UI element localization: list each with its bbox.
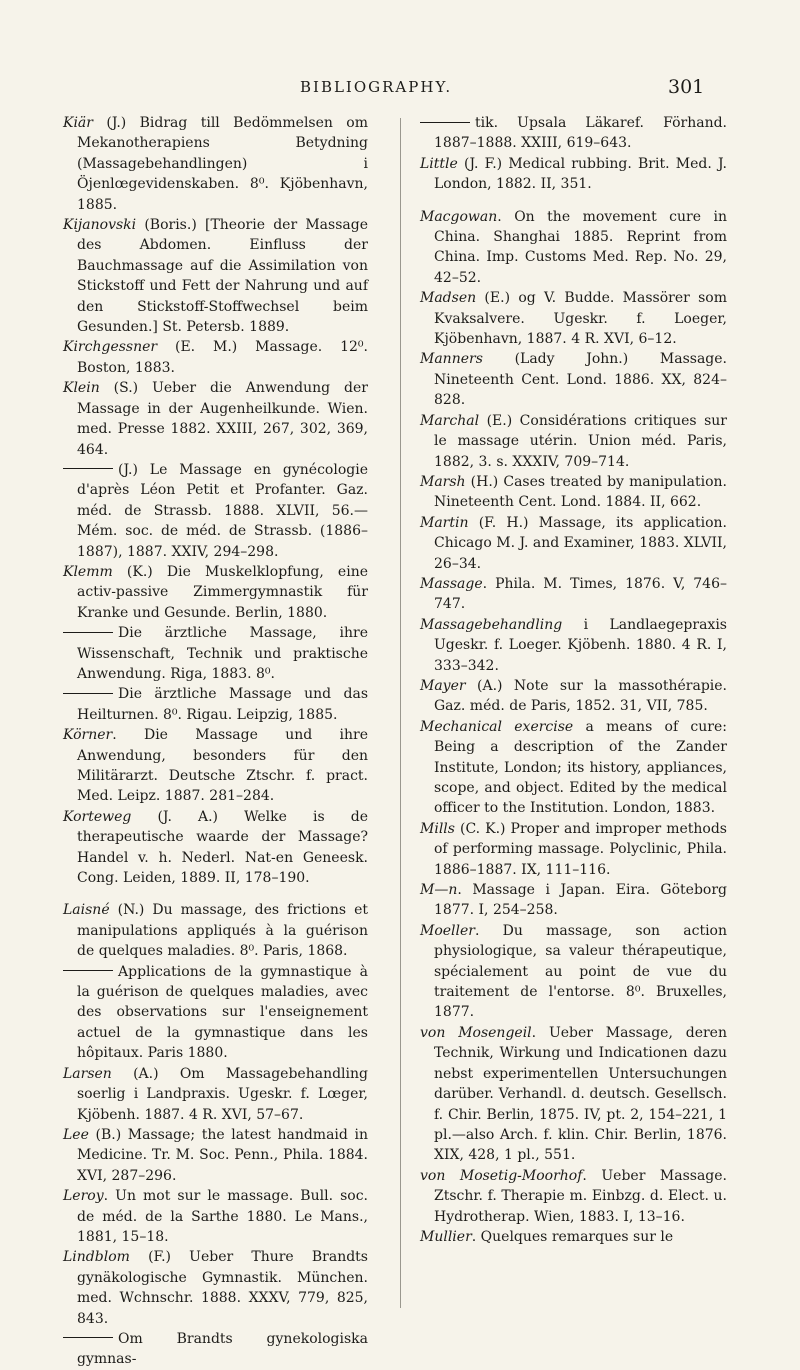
bibliography-entry — [420, 717, 727, 819]
bibliography-entry — [420, 349, 727, 410]
entry-author: Martin — [420, 514, 469, 531]
bibliography-entry — [63, 378, 368, 460]
entry-author: Massage — [420, 575, 483, 592]
entry-text: tik. Upsala Läkaref. Förhand. 1887–1888. XXIII, 619–643. — [434, 115, 727, 152]
entry-author: Mechanical exercise — [420, 718, 574, 735]
entry-author: Manners — [420, 351, 483, 368]
bibliography-entry — [420, 574, 727, 615]
bibliography-entry — [63, 684, 368, 725]
entry-text: . Ueber Massage. Ztschr. f. Therapie m. Einbzg. d. Elect. u. Hydrotherap. Wien, 1883. I, 13–16. — [434, 1167, 727, 1225]
entry-text: . Massage i Japan. Eira. Göteborg 1877. I, 254–258. — [434, 882, 727, 919]
entry-text: (S.) Ueber die Anwendung der Massage in der Augenheilkunde. Wien. med. Presse 1882. XXIII, 267, 302, 369, 464. — [77, 380, 368, 458]
bibliography-entry — [63, 562, 368, 623]
entry-text: Om Brandts gynekologiska gymnas- — [77, 1330, 368, 1368]
entry-author: Klemm — [63, 563, 113, 580]
bibliography-entry — [63, 1125, 368, 1186]
bibliography-entry — [63, 337, 368, 378]
entry-author: Klein — [63, 380, 100, 397]
entry-author: Mullier — [420, 1228, 472, 1245]
entry-text: (F.) Ueber Thure Brandts gynäkologische Gymnastik. München. med. Wchnschr. 1888. XXXV, 779, 825, 843. — [77, 1249, 368, 1327]
bibliography-entry — [63, 807, 368, 889]
left-column — [63, 113, 368, 1370]
entry-author: Little — [420, 155, 458, 172]
entry-author: Körner — [63, 727, 113, 744]
bibliography-entry — [420, 1023, 727, 1166]
entry-text: (F. H.) Massage, its application. Chicago M. J. and Examiner, 1883. XLVII, 26–34. — [434, 514, 727, 572]
ditto-dash — [63, 468, 113, 469]
entry-text: (A.) Om Massagebehandling soerlig i Landpraxis. Ugeskr. f. Lœger, Kjöbenh. 1887. 4 R. XVI, 57–67. — [77, 1065, 368, 1123]
ditto-dash — [63, 970, 113, 971]
ditto-dash — [63, 1337, 113, 1338]
entry-author: Lee — [63, 1126, 89, 1143]
bibliography-entry — [420, 154, 727, 195]
bibliography-entry — [63, 1247, 368, 1329]
entry-text: (Boris.) [Theorie der Massage des Abdomen. Einfluss der Bauchmassage auf die Assimilation von Stickstoff und Fett der Nahrung und auf den Stickstoff-Stoffwechsel beim Gesunden.] St. Petersb. 1889. — [77, 217, 368, 336]
bibliography-entry — [63, 1064, 368, 1125]
bibliography-entry — [420, 411, 727, 472]
entry-text: . Quelques remarques sur le — [471, 1228, 674, 1245]
page-number: 301 — [668, 76, 705, 98]
entry-author: von Mosengeil — [420, 1024, 532, 1041]
bibliography-entry — [420, 472, 727, 513]
bibliography-entry — [420, 207, 727, 289]
entry-text: (J. F.) Medical rubbing. Brit. Med. J. London, 1882. II, 351. — [434, 155, 727, 193]
entry-text: (J. A.) Welke is de therapeutische waarde der Massage? Handel v. h. Nederl. Nat-en Geneesk. Cong. Leiden, 1889. II, 178–190. — [77, 808, 368, 887]
entry-author: von Mosetig-Moorhof — [420, 1167, 583, 1184]
entry-author: Kijanovski — [63, 217, 137, 234]
bibliography-entry — [63, 1329, 368, 1370]
entry-author: Marchal — [420, 412, 480, 429]
ditto-dash — [63, 693, 113, 694]
bibliography-entry — [420, 676, 727, 717]
bibliography-entry — [63, 460, 368, 562]
entry-author: Lindblom — [63, 1249, 130, 1266]
entry-text: (A.) Note sur la massothérapie. Gaz. méd. de Paris, 1852. 31, VII, 785. — [434, 677, 727, 715]
right-column — [420, 113, 727, 1247]
entry-author: Mayer — [420, 677, 466, 694]
bibliography-entry — [420, 615, 727, 676]
entry-text: . Die Massage und ihre Anwendung, besonders für den Militärarzt. Deutsche Ztschr. f. pract. Med. Leipz. 1887. 281–284. — [77, 727, 368, 805]
entry-text: (J.) Bidrag till Bedömmelsen om Mekanotherapiens Betydning (Massagebehandlingen) i Öjenlœgevidenskaben. 8⁰. Kjöbenhavn, 1885. — [77, 115, 368, 213]
entry-text: Applications de la gymnastique à la guérison de quelques maladies, avec des observations sur l'enseignement actuel de la gymnastique dans les hôpitaux. Paris 1880. — [77, 963, 368, 1062]
entry-text: (Lady John.) Massage. Nineteenth Cent. Lond. 1886. XX, 824–828. — [434, 351, 727, 409]
entry-author: Macgowan — [420, 208, 498, 225]
entry-author: Mills — [420, 820, 455, 837]
entry-author: Leroy — [63, 1188, 104, 1205]
bibliography-entry — [63, 1186, 368, 1247]
page-header — [0, 78, 800, 108]
ditto-dash — [63, 632, 113, 633]
entry-text: . Du massage, son action physiologique, sa valeur thérapeutique, spécialement au point de vue du traitement de l'entorse. 8⁰. Bruxelles, 1877. — [434, 922, 727, 1021]
bibliography-entry — [63, 725, 368, 807]
entry-text: . Phila. M. Times, 1876. V, 746–747. — [434, 575, 727, 613]
bibliography-entry — [420, 880, 727, 921]
entry-author: Laisné — [63, 902, 110, 919]
running-title: BIBLIOGRAPHY. — [300, 78, 453, 96]
entry-author: M—n — [420, 882, 458, 899]
entry-author: Madsen — [420, 290, 477, 307]
entry-text: (E.) Considérations critiques sur le massage utérin. Union méd. Paris, 1882, 3. s. XXXIV, 709–714. — [434, 412, 727, 470]
bibliography-entry — [63, 623, 368, 684]
entry-text: a means of cure: Being a description of the Zander Institute, London; its history, appliances, scope, and object. Edited by the medical officer to the Institution. London, 1883. — [434, 718, 727, 817]
bibliography-entry — [63, 215, 368, 337]
column-divider — [400, 118, 401, 1308]
entry-text: (H.) Cases treated by manipulation. Nineteenth Cent. Lond. 1884. II, 662. — [434, 473, 727, 511]
bibliography-entry — [420, 288, 727, 349]
bibliography-entry — [63, 113, 368, 215]
entry-text: Die ärztliche Massage, ihre Wissenschaft, Technik und praktische Anwendung. Riga, 1883. 8⁰. — [77, 625, 368, 682]
entry-text: (N.) Du massage, des frictions et manipulations appliqués à la guérison de quelques maladies. 8⁰. Paris, 1868. — [77, 902, 368, 960]
entry-text: Die ärztliche Massage und das Heilturnen. 8⁰. Rigau. Leipzig, 1885. — [77, 686, 368, 723]
bibliography-entry — [420, 819, 727, 880]
entry-text: (C. K.) Proper and improper methods of performing massage. Polyclinic, Phila. 1886–1887. IX, 111–116. — [434, 820, 727, 878]
entry-author: Larsen — [63, 1065, 112, 1082]
entry-text: (J.) Le Massage en gynécologie d'après Léon Petit et Profanter. Gaz. méd. de Strassb. 1888. XLVII, 56.— Mém. soc. de méd. de Strassb. (1886–1887), 1887. XXIV, 294–298. — [77, 461, 368, 560]
entry-author: Moeller — [420, 922, 475, 939]
entry-author: Marsh — [420, 473, 466, 490]
entry-author: Massagebehandling — [420, 616, 563, 633]
entry-author: Korteweg — [63, 808, 132, 825]
bibliography-entry — [420, 1166, 727, 1227]
bibliography-entry — [63, 962, 368, 1064]
bibliography-entry — [420, 1227, 727, 1247]
bibliography-entry — [420, 513, 727, 574]
bibliography-entry — [420, 921, 727, 1023]
entry-text: . Ueber Massage, deren Technik, Wirkung und Indicationen dazu nebst experimentellen Untersuchungen darüber. Verhandl. d. deutsch. Gesellsch. f. Chir. Berlin, 1875. IV, pt. 2, 154–221, 1 pl.—also Arch. f. klin. Chir. Berlin, 1876. XIX, 428, 1 pl., 551. — [434, 1024, 727, 1164]
ditto-dash — [420, 122, 470, 123]
bibliography-entry — [63, 900, 368, 961]
entry-author: Kiär — [63, 115, 93, 131]
entry-author: Kirchgessner — [63, 339, 158, 356]
entry-text: (K.) Die Muskelklopfung, eine activ-passive Zimmergymnastik für Kranke und Gesunde. Berlin, 1880. — [77, 563, 368, 621]
bibliography-entry — [420, 113, 727, 154]
entry-text: (E. M.) Massage. 12⁰. Boston, 1883. — [77, 339, 368, 376]
entry-text: (E.) og V. Budde. Massörer som Kvaksalvere. Ugeskr. f. Loeger, Kjöbenhavn, 1887. 4 R. XVI, 6–12. — [434, 290, 727, 348]
entry-text: . On the movement cure in China. Shanghai 1885. Reprint from China. Imp. Customs Med. Rep. No. 29, 42–52. — [434, 208, 727, 286]
entry-text: . Un mot sur le massage. Bull. soc. de méd. de la Sarthe 1880. Le Mans., 1881, 15–18. — [77, 1188, 368, 1245]
entry-text: i Landlaegepraxis Ugeskr. f. Loeger. Kjöbenh. 1880. 4 R. I, 333–342. — [434, 616, 727, 674]
entry-text: (B.) Massage; the latest handmaid in Medicine. Tr. M. Soc. Penn., Phila. 1884. XVI, 287–296. — [77, 1126, 368, 1184]
